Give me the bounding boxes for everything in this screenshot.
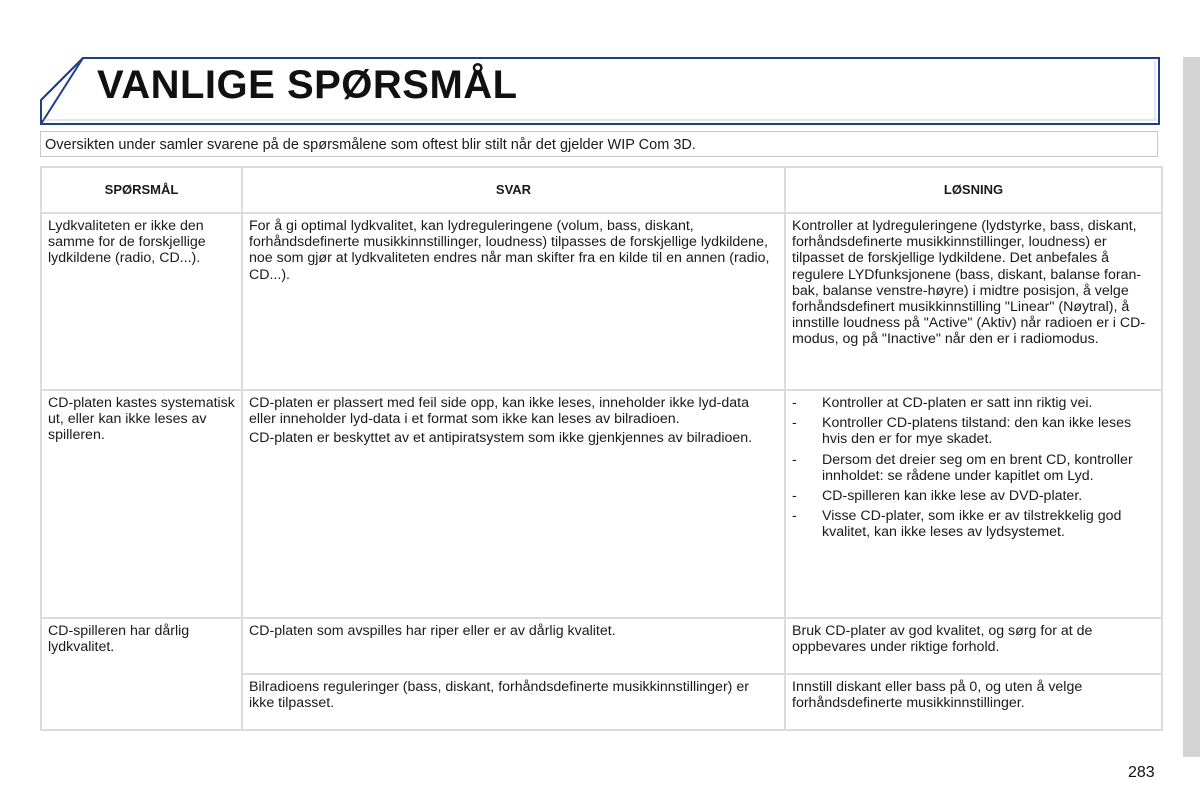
answer-text: Bilradioens reguleringer (bass, diskant, forhåndsdefinerte musikkinnstillinger) er ikke tilpasset. xyxy=(249,679,749,712)
column-header-answer: SVAR xyxy=(242,167,785,213)
list-item xyxy=(792,452,1155,484)
question-cell: CD-platen kastes systematisk ut, eller kan ikke leses av spilleren. xyxy=(41,390,242,618)
solution-list xyxy=(792,395,1155,541)
list-dash: - xyxy=(792,508,797,525)
table-row xyxy=(41,213,1162,390)
answer-text: CD-platen er beskyttet av et antipiratsystem som ikke gjenkjennes av bilradioen. xyxy=(249,430,753,447)
page-number: 283 xyxy=(1128,764,1155,781)
side-tab-decoration xyxy=(1183,57,1200,757)
solution-cell: Bruk CD-plater av god kvalitet, og sørg for at de oppbevares under riktige forhold. xyxy=(785,618,1162,674)
table-header-row xyxy=(41,167,1162,213)
solution-cell: Kontroller at lydreguleringene (lydstyrke, bass, diskant, forhåndsdefinerte musikkinnstillinger, loudness) er tilpasset de forskjellige lydkildene. Det anbefales å regulere LYDfunksjonene (bass, diskant, balanse foran-bak, balanse venstre-høyre) i midtre posisjon, å velge forhåndsdefinert musikkinnstilling "Linear" (Nøytral), å innstille loudness på "Active" (Aktiv) når radioen er i CD-modus, og på "Inactive" når den er i radiomodus. xyxy=(785,213,1162,390)
list-dash: - xyxy=(792,488,797,505)
answer-cell xyxy=(242,674,785,730)
column-header-solution: LØSNING xyxy=(785,167,1162,213)
page-title: VANLIGE SPØRSMÅL xyxy=(97,63,518,107)
answer-text: CD-platen som avspilles har riper eller er av dårlig kvalitet. xyxy=(249,623,616,639)
table-row xyxy=(41,618,1162,674)
solution-cell xyxy=(785,390,1162,618)
list-dash: - xyxy=(792,451,797,468)
list-item-text: CD-spilleren kan ikke lese av DVD-plater. xyxy=(822,488,1083,505)
intro-text: Oversikten under samler svarene på de spørsmålene som oftest blir stilt når det gjelder WIP Com 3D. xyxy=(40,131,1158,157)
answer-text: For å gi optimal lydkvalitet, kan lydreguleringene (volum, bass, diskant, forhåndsdefinerte musikkinnstillinger, loudness) tilpasses de forskjellige lydkildene, noe som gjør at lydkvaliteten endres når man skifter fra en kilde til en annen (radio, CD...). xyxy=(249,218,770,283)
answer-cell xyxy=(242,618,785,674)
list-item-text: Kontroller CD-platens tilstand: den kan ikke leses hvis den er for mye skadet. xyxy=(822,415,1132,448)
list-item xyxy=(792,395,1155,411)
faq-table xyxy=(40,166,1163,731)
column-header-question: SPØRSMÅL xyxy=(41,167,242,213)
title-banner xyxy=(40,57,1160,125)
list-dash: - xyxy=(792,415,797,432)
solution-cell: Innstill diskant eller bass på 0, og uten å velge forhåndsdefinerte musikkinnstillinger. xyxy=(785,674,1162,730)
answer-cell xyxy=(242,213,785,390)
list-item xyxy=(792,488,1155,504)
answer-text: CD-platen er plassert med feil side opp, kan ikke leses, inneholder ikke lyd-data eller inneholder lyd-data i et format som ikke kan leses av bilradioen. xyxy=(249,395,749,428)
answer-cell xyxy=(242,390,785,618)
table-row xyxy=(41,390,1162,618)
question-cell: CD-spilleren har dårlig lydkvalitet. xyxy=(41,618,242,730)
list-item xyxy=(792,508,1155,540)
list-item-text: Kontroller at CD-platen er satt inn riktig vei. xyxy=(822,395,1093,411)
list-dash: - xyxy=(792,395,797,411)
question-cell: Lydkvaliteten er ikke den samme for de forskjellige lydkildene (radio, CD...). xyxy=(41,213,242,390)
list-item-text: Dersom det dreier seg om en brent CD, kontroller innholdet: se rådene under kapitlet om Lyd. xyxy=(822,451,1133,484)
list-item xyxy=(792,415,1155,447)
list-item-text: Visse CD-plater, som ikke er av tilstrekkelig god kvalitet, kan ikke leses av lydsystemet. xyxy=(822,508,1122,541)
